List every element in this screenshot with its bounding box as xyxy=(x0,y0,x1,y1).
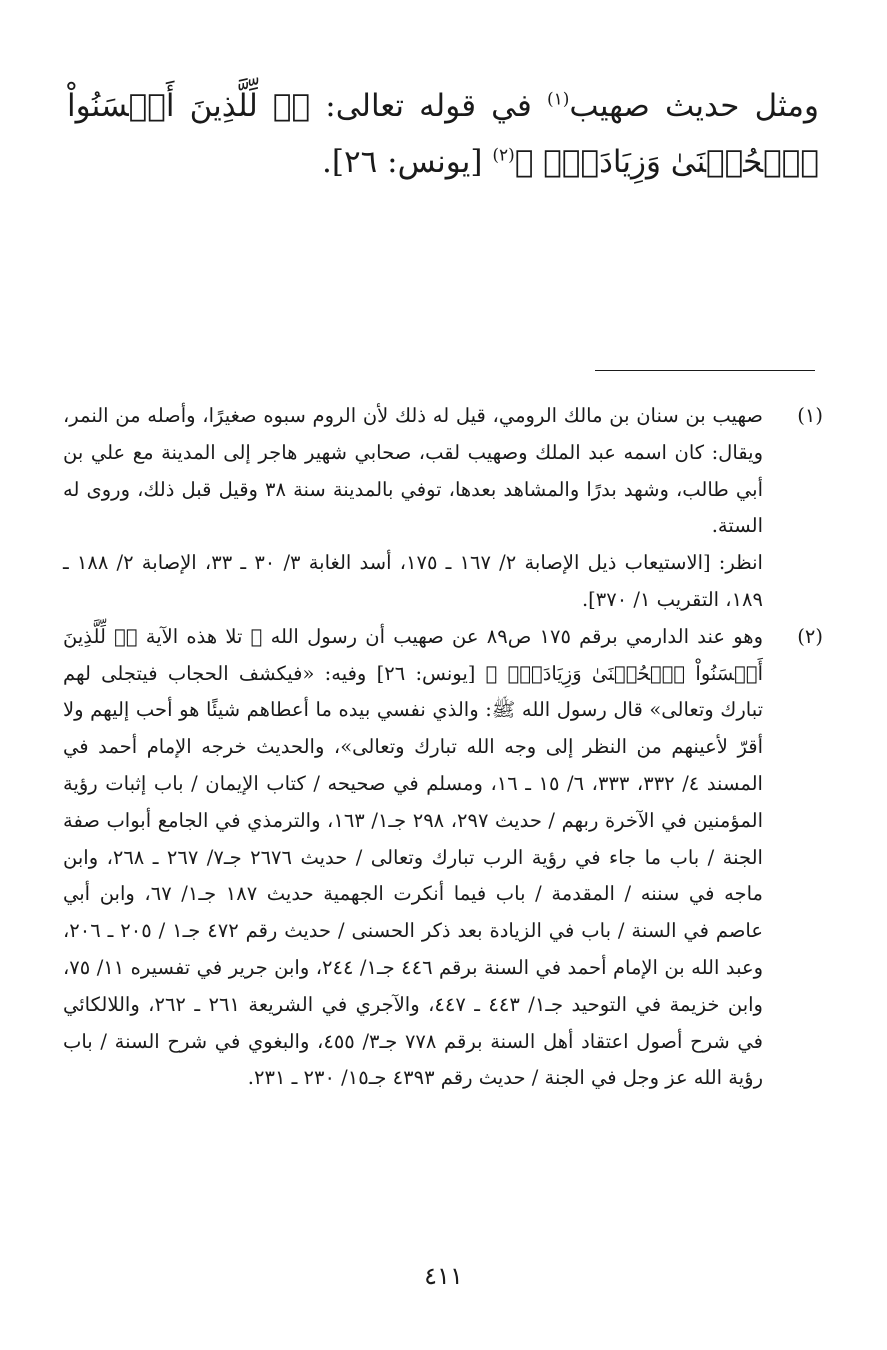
footnotes-section xyxy=(63,398,823,1097)
footnote-1 xyxy=(63,398,823,619)
footnote-2 xyxy=(63,619,823,1097)
footnote-1-number: (١) xyxy=(797,404,823,427)
footnote-2-text: وهو عند الدارمي برقم ١٧٥ ص٨٩ عن صهيب أن رسول الله ﷺ تلا هذه الآية ﴿۞ لِّلَّذِينَ أَحۡسَنُواْ ٱلۡحُسۡنَىٰ وَزِيَادَةٞۖ ﴾ [يونس: ٢٦] وفيه: «فيكشف الحجاب فيتجلى لهم تبارك وتعالى» قال رسول الله ﷺ: والذي نفسي بيده ما أعطاهم شيئًا هو أحب إليهم ولا أقرّ لأعينهم من النظر إلى وجه الله تبارك وتعالى»، والحديث خرجه الإمام أحمد في المسند ٤/ ٣٣٢، ٣٣٣، ٦/ ١٥ ـ ١٦، ومسلم في صحيحه / كتاب الإيمان / باب إثبات رؤية المؤمنين في الآخرة ربهم / حديث ٢٩٧، ٢٩٨ جـ١/ ١٦٣، والترمذي في الجامع أبواب صفة الجنة / باب ما جاء في رؤية الرب تبارك وتعالى / حديث ٢٦٧٦ جـ٧/ ٢٦٧ ـ ٢٦٨، وابن ماجه في سننه / المقدمة / باب فيما أنكرت الجهمية حديث ١٨٧ جـ١/ ٦٧، وابن أبي عاصم في السنة / باب في الزيادة بعد ذكر الحسنى / حديث رقم ٤٧٢ جـ١ / ٢٠٥ ـ ٢٠٦، وعبد الله بن الإمام أحمد في السنة برقم ٤٤٦ جـ١/ ٢٤٤، وابن جرير في تفسيره ١١/ ٧٥، وابن خزيمة في التوحيد جـ١/ ٤٤٣ ـ ٤٤٧، والآجري في الشريعة ٢٦١ ـ ٢٦٢، واللالكائي في شرح أصول اعتقاد أهل السنة برقم ٧٧٨ جـ٣/ ٤٥٥، والبغوي في شرح السنة / باب رؤية الله عز وجل في الجنة / حديث رقم ٤٣٩٣ جـ١٥/ ٢٣٠ ـ ٢٣١. xyxy=(63,624,764,1090)
footnote-ref-2: (٢) xyxy=(492,145,515,166)
footnote-ref-1: (١) xyxy=(546,89,570,110)
footnote-1-references: انظر: [الاستيعاب ذيل الإصابة ٢/ ١٦٧ ـ ١٧٥، أسد الغابة ٣/ ٣٠ ـ ٣٣، الإصابة ٢/ ١٨٨ ـ ١٨٩، التقريب ١/ ٣٧٠]. xyxy=(63,551,763,611)
main-text-intro: ومثل حديث صهيب xyxy=(569,88,819,124)
main-paragraph xyxy=(67,78,819,190)
footnote-1-body xyxy=(63,398,763,619)
page-number: ٤١١ xyxy=(424,1262,463,1290)
footnote-1-biography: صهيب بن سنان بن مالك الرومي، قيل له ذلك لأن الروم سبوه صغيرًا، وأصله من النمر، ويقال: كان اسمه عبد الملك وصهيب لقب، صحابي شهير هاجر إلى المدينة مع علي بن أبي طالب، وشهد بدرًا والمشاهد بعدها، توفي بالمدينة سنة ٣٨ وقيل قبل ذلك، وروى له الستة. xyxy=(63,404,763,538)
verse-citation: [يونس: ٢٦]. xyxy=(322,144,493,180)
footnote-2-number: (٢) xyxy=(797,624,823,648)
footnote-2-body xyxy=(63,619,763,1097)
quran-verse: في قوله تعالى: ﴿۞ لِّلَّذِينَ أَحۡسَنُواْ ٱلۡحُسۡنَىٰ وَزِيَادَةٞۖ ﴾ xyxy=(67,88,819,180)
footnote-separator xyxy=(595,370,815,371)
